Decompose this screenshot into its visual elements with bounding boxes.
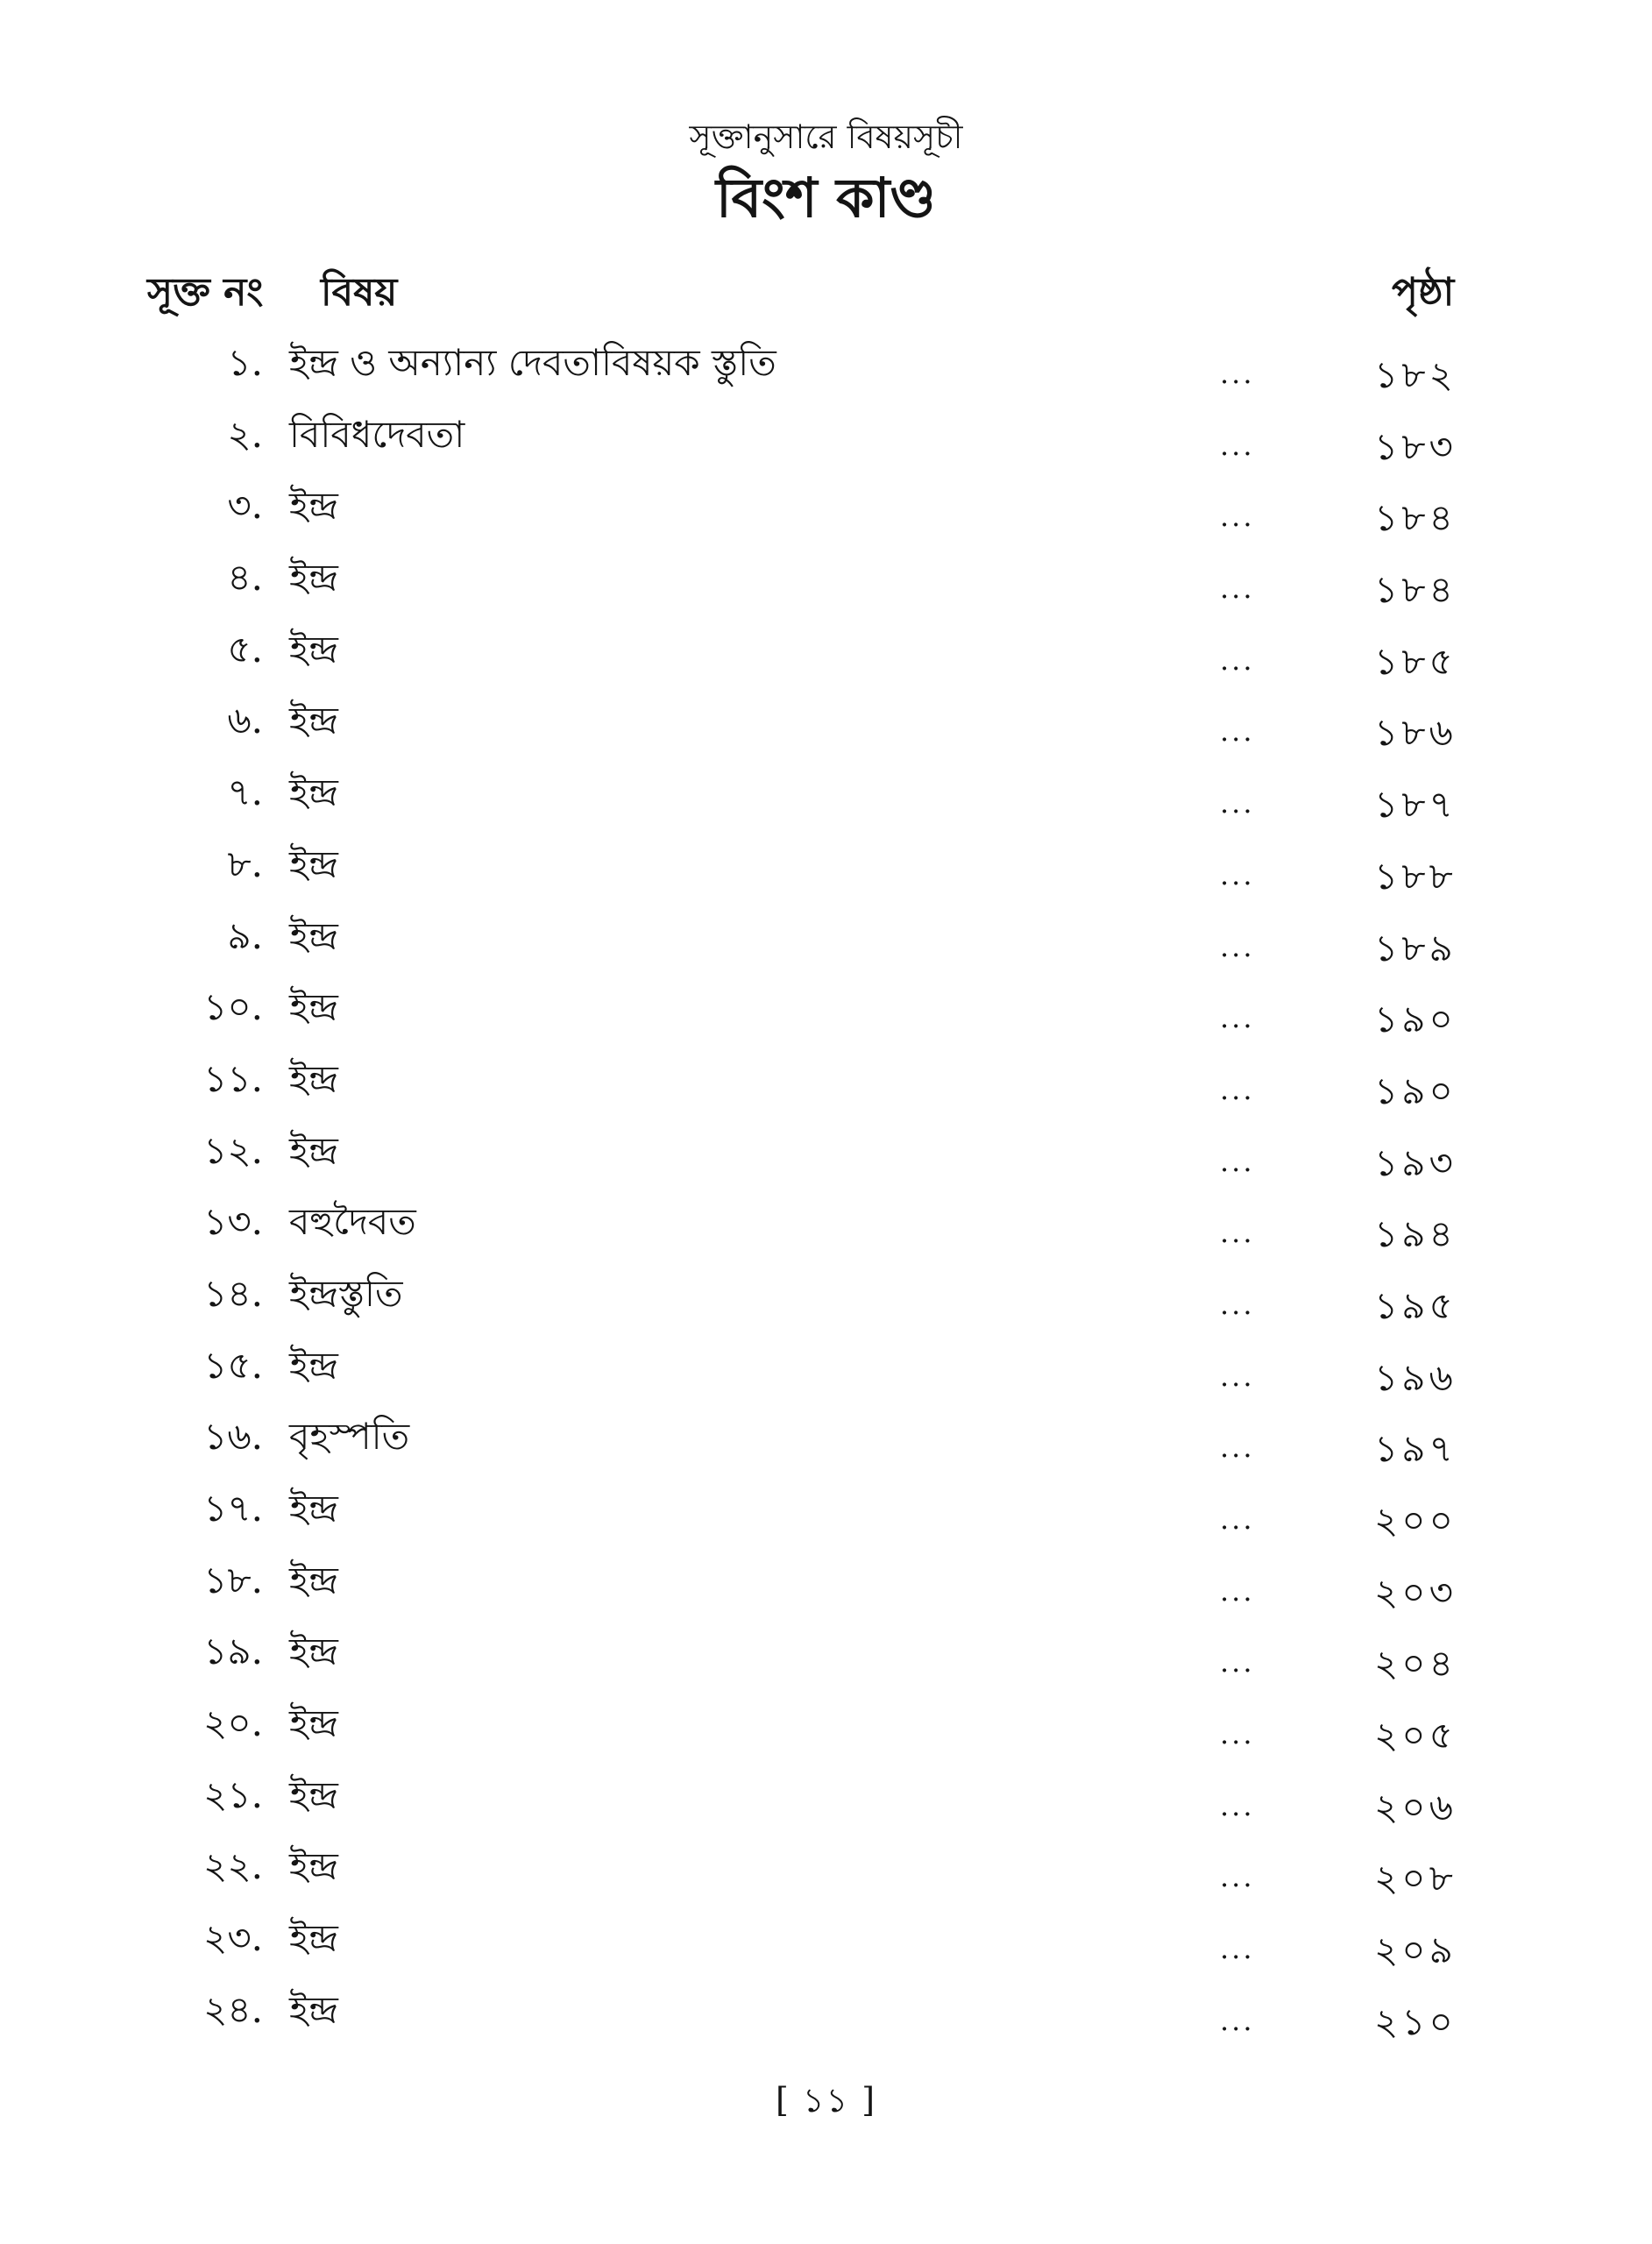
page-number: ১৯০ bbox=[1374, 1069, 1457, 1112]
list-item bbox=[0, 553, 1652, 625]
list-item bbox=[0, 1126, 1652, 1198]
page-number: ১৮৮ bbox=[1374, 854, 1457, 898]
sukta-number: ১১. bbox=[203, 1056, 263, 1100]
dot-leader: ... bbox=[1220, 572, 1255, 606]
dot-leader: ... bbox=[1220, 857, 1255, 891]
sukta-subject: ইন্দ্র bbox=[289, 627, 338, 671]
sukta-subject: বৃহস্পতি bbox=[289, 1415, 410, 1459]
section-title: বিংশ কাণ্ড bbox=[715, 166, 937, 230]
page-number: ২০০ bbox=[1374, 1499, 1457, 1542]
sukta-subject: ইন্দ্র bbox=[289, 1558, 338, 1601]
sukta-subject: ইন্দ্র bbox=[289, 1987, 338, 2031]
dot-leader: ... bbox=[1220, 929, 1255, 963]
sukta-subject: ইন্দ্র bbox=[289, 1128, 338, 1172]
sukta-subject: ইন্দ্র bbox=[289, 1487, 338, 1530]
page-number: ২০৯ bbox=[1374, 1928, 1457, 1972]
page-number: ১৮৪ bbox=[1374, 568, 1457, 612]
list-item bbox=[0, 768, 1652, 840]
sukta-number: ৪. bbox=[227, 556, 263, 600]
sukta-subject: ইন্দ্র bbox=[289, 1916, 338, 1960]
list-item bbox=[0, 410, 1652, 482]
sukta-number: ৮. bbox=[227, 842, 263, 885]
sukta-subject: ইন্দ্রস্তুতি bbox=[289, 1271, 403, 1315]
sukta-number: ১০. bbox=[203, 985, 263, 1029]
dot-leader: ... bbox=[1220, 357, 1255, 390]
list-item bbox=[0, 1556, 1652, 1628]
list-item bbox=[0, 1627, 1652, 1699]
list-item bbox=[0, 1771, 1652, 1843]
page-number: ২০৫ bbox=[1374, 1714, 1457, 1758]
sukta-subject: ইন্দ্র bbox=[289, 1056, 338, 1100]
sukta-subject: ইন্দ্র bbox=[289, 842, 338, 885]
dot-leader: ... bbox=[1220, 714, 1255, 749]
sukta-subject: ইন্দ্র bbox=[289, 1343, 338, 1387]
list-item bbox=[0, 1484, 1652, 1556]
list-item bbox=[0, 338, 1652, 410]
page-number: ১৯৫ bbox=[1374, 1283, 1457, 1327]
dot-leader: ... bbox=[1220, 1287, 1255, 1321]
dot-leader: ... bbox=[1220, 1932, 1255, 1966]
sukta-number: ২৪. bbox=[203, 1987, 263, 2031]
sukta-subject: ইন্দ্র bbox=[289, 556, 338, 600]
list-item bbox=[0, 625, 1652, 697]
page-number: ১৯০ bbox=[1374, 998, 1457, 1041]
dot-leader: ... bbox=[1220, 1431, 1255, 1465]
sukta-subject: ইন্দ্র bbox=[289, 484, 338, 528]
sukta-subject: ইন্দ্র ও অন্যান্য দেবতাবিষয়ক স্তুতি bbox=[289, 341, 776, 384]
page-number: ১৯৬ bbox=[1374, 1355, 1457, 1399]
sukta-subject: বিবিধদেবতা bbox=[289, 412, 465, 456]
sukta-number: ২১. bbox=[203, 1772, 263, 1816]
sukta-subject: ইন্দ্র bbox=[289, 1701, 338, 1745]
sukta-subject: ইন্দ্র bbox=[289, 770, 338, 814]
page-number: ২১০ bbox=[1374, 1999, 1457, 2043]
page-number: ১৮৬ bbox=[1374, 711, 1457, 755]
list-item bbox=[0, 1341, 1652, 1413]
page-number: ১৯৩ bbox=[1374, 1140, 1457, 1184]
list-item bbox=[0, 1985, 1652, 2057]
dot-leader: ... bbox=[1220, 428, 1255, 462]
sukta-number: ২০. bbox=[203, 1701, 263, 1745]
page-number: ১৯৪ bbox=[1374, 1212, 1457, 1256]
dot-leader: ... bbox=[1220, 1573, 1255, 1608]
list-item bbox=[0, 1197, 1652, 1269]
list-item bbox=[0, 983, 1652, 1055]
dot-leader: ... bbox=[1220, 500, 1255, 534]
sukta-subject: বহুদৈবত bbox=[289, 1200, 416, 1244]
page-number: ১৯৭ bbox=[1374, 1427, 1457, 1471]
dot-leader: ... bbox=[1220, 2003, 1255, 2037]
sukta-number: ৩. bbox=[227, 484, 263, 528]
index-subtitle: সূক্তানুসারে বিষয়সূচী bbox=[689, 117, 963, 156]
list-item bbox=[0, 696, 1652, 768]
dot-leader: ... bbox=[1220, 1502, 1255, 1536]
list-item bbox=[0, 1412, 1652, 1484]
page-number: ১৮৭ bbox=[1374, 783, 1457, 827]
page-number: ১৮৪ bbox=[1374, 496, 1457, 540]
list-item bbox=[0, 1269, 1652, 1341]
dot-leader: ... bbox=[1220, 1645, 1255, 1679]
sukta-number: ১৪. bbox=[203, 1271, 263, 1315]
dot-leader: ... bbox=[1220, 1860, 1255, 1894]
sukta-number: ২৩. bbox=[203, 1916, 263, 1960]
sukta-subject: ইন্দ্র bbox=[289, 985, 338, 1029]
list-item bbox=[0, 1699, 1652, 1771]
sukta-number: ২২. bbox=[203, 1844, 263, 1888]
sukta-number: ৫. bbox=[227, 627, 263, 671]
dot-leader: ... bbox=[1220, 1072, 1255, 1106]
list-item bbox=[0, 1842, 1652, 1914]
sukta-number: ১৬. bbox=[203, 1415, 263, 1459]
sukta-number: ৭. bbox=[227, 770, 263, 814]
dot-leader: ... bbox=[1220, 643, 1255, 677]
list-item bbox=[0, 1914, 1652, 1985]
sukta-subject: ইন্দ্র bbox=[289, 913, 338, 957]
sukta-subject: ইন্দ্র bbox=[289, 1772, 338, 1816]
sukta-subject: ইন্দ্র bbox=[289, 699, 338, 742]
column-header-number: সূক্ত নং bbox=[147, 270, 264, 315]
dot-leader: ... bbox=[1220, 1788, 1255, 1822]
sukta-number: ৬. bbox=[227, 699, 263, 742]
sukta-subject: ইন্দ্র bbox=[289, 1630, 338, 1673]
sukta-subject: ইন্দ্র bbox=[289, 1844, 338, 1888]
list-item bbox=[0, 840, 1652, 912]
page-folio: [ ১১ ] bbox=[775, 2081, 877, 2120]
sukta-number: ১৭. bbox=[203, 1487, 263, 1530]
page-number: ২০৬ bbox=[1374, 1785, 1457, 1829]
page-number: ১৮২ bbox=[1374, 353, 1457, 396]
page-number: ১৮৫ bbox=[1374, 639, 1457, 683]
sukta-number: ১৩. bbox=[203, 1200, 263, 1244]
list-item bbox=[0, 1055, 1652, 1126]
dot-leader: ... bbox=[1220, 1359, 1255, 1393]
column-header-subject: বিষয় bbox=[321, 270, 398, 315]
contents-list bbox=[0, 338, 1652, 2057]
dot-leader: ... bbox=[1220, 1717, 1255, 1751]
page-number: ২০৪ bbox=[1374, 1642, 1457, 1686]
column-header-page: পৃষ্ঠা bbox=[1392, 270, 1455, 315]
page-number: ২০৮ bbox=[1374, 1857, 1457, 1900]
dot-leader: ... bbox=[1220, 1144, 1255, 1178]
dot-leader: ... bbox=[1220, 1216, 1255, 1250]
dot-leader: ... bbox=[1220, 1001, 1255, 1035]
sukta-number: ১৮. bbox=[203, 1558, 263, 1601]
sukta-number: ৯. bbox=[227, 913, 263, 957]
sukta-number: ১. bbox=[227, 341, 263, 384]
sukta-number: ১৫. bbox=[203, 1343, 263, 1387]
page-number: ১৮৯ bbox=[1374, 926, 1457, 969]
page-number: ১৮৩ bbox=[1374, 424, 1457, 468]
sukta-number: ২. bbox=[227, 412, 263, 456]
dot-leader: ... bbox=[1220, 786, 1255, 820]
page-number: ২০৩ bbox=[1374, 1570, 1457, 1614]
sukta-number: ১৯. bbox=[203, 1630, 263, 1673]
list-item bbox=[0, 912, 1652, 984]
list-item bbox=[0, 481, 1652, 553]
sukta-number: ১২. bbox=[203, 1128, 263, 1172]
